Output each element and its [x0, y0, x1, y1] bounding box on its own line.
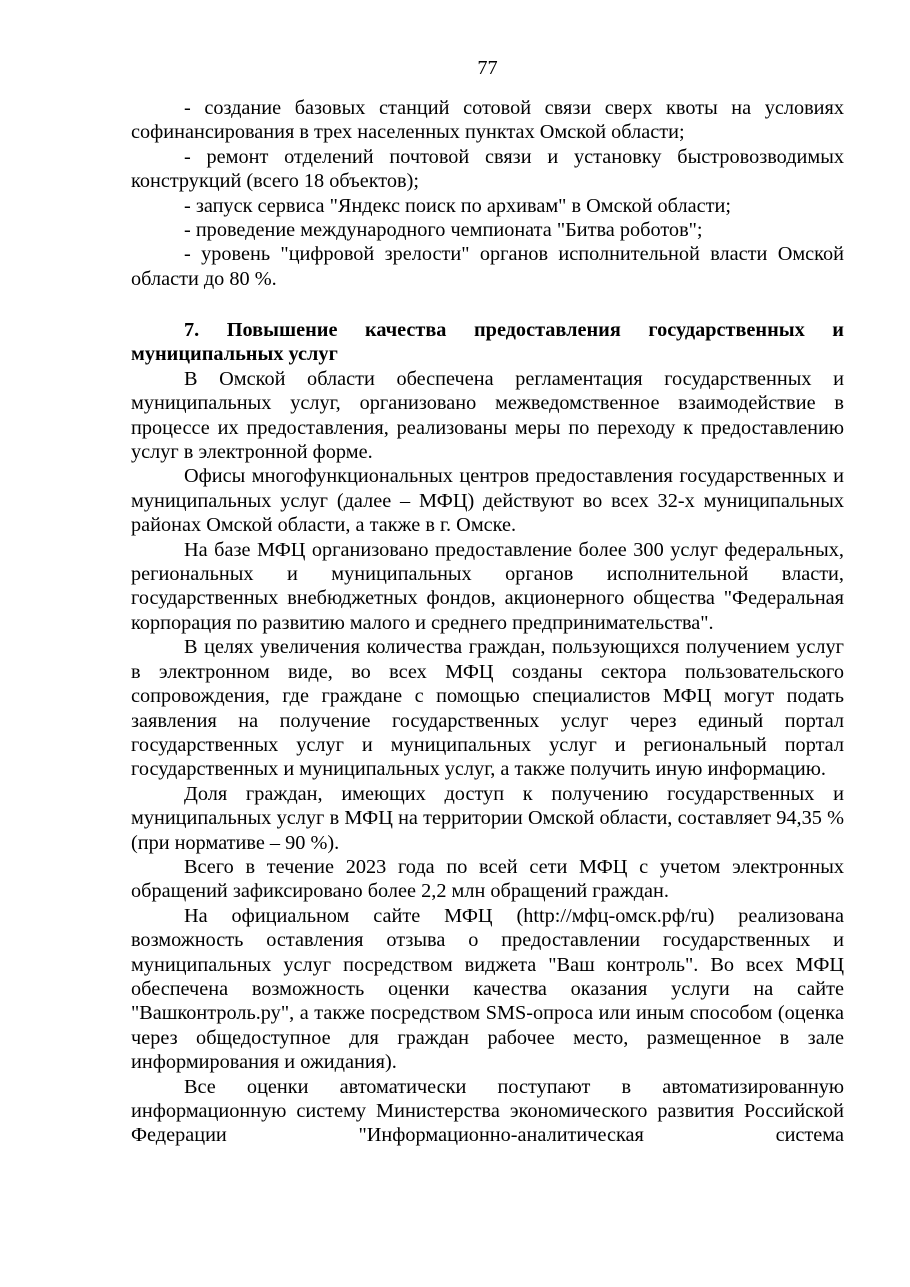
paragraph: Всего в течение 2023 года по всей сети МФЦ с учетом электронных обращений зафиксировано более 2,2 млн обращений граждан.: [131, 855, 844, 903]
paragraph: На базе МФЦ организовано предоставление более 300 услуг федеральных, региональных и муниципальных органов исполнительной власти, государственных внебюджетных фондов, акционерного общества "Федеральная корпорация по развитию малого и среднего предпринимательства".: [131, 538, 844, 634]
paragraph: В Омской области обеспечена регламентация государственных и муниципальных услуг, организовано межведомственное взаимодействие в процессе их предоставления, реализованы меры по переходу к предоставлению услуг в электронной форме.: [131, 367, 844, 464]
list-item: - проведение международного чемпионата "Битва роботов";: [184, 219, 703, 242]
paragraph: В целях увеличения количества граждан, пользующихся получением услуг в электронном виде, во всех МФЦ созданы сектора пользовательского сопровождения, где граждане с помощью специалистов МФЦ могут подать заявления на получение государственных услуг через единый портал государственных услуг и муниципальных услуг и региональный портал государственных и муниципальных услуг, а также получить иную информацию.: [131, 636, 844, 781]
paragraph: Все оценки автоматически поступают в автоматизированную информационную систему Министерства экономического развития Российской Федерации "Информационно-аналитическая система: [131, 1075, 844, 1147]
section-heading: 7. Повышение качества предоставления государственных и муниципальных услуг: [131, 319, 844, 366]
bullet-list: [131, 96, 844, 291]
paragraph: Офисы многофункциональных центров предоставления государственных и муниципальных услуг (далее – МФЦ) действуют во всех 32-х муниципальных районах Омской области, а также в г. Омске.: [131, 465, 844, 537]
list-item: - создание базовых станций сотовой связи сверх квоты на условиях софинансирования в трех населенных пунктах Омской области;: [131, 97, 844, 144]
section-7: [131, 318, 844, 1148]
paragraph: На официальном сайте МФЦ (http://мфц-омск.рф/ru) реализована возможность оставления отзыва о предоставлении государственных и муниципальных услуг посредством виджета "Ваш контроль". Во всех МФЦ обеспечена возможность оценки качества оказания услуги на сайте "Вашконтроль.ру", а также посредством SMS-опроса или иным способом (оценка через общедоступное для граждан рабочее место, размещенное в зале информирования и ожидания).: [131, 904, 844, 1074]
list-item: - уровень "цифровой зрелости" органов исполнительной власти Омской области до 80 %.: [131, 243, 844, 290]
list-item: - ремонт отделений почтовой связи и установку быстровозводимых конструкций (всего 18 объектов);: [131, 145, 844, 193]
list-item: - запуск сервиса "Яндекс поиск по архивам" в Омской области;: [184, 194, 731, 217]
paragraph: Доля граждан, имеющих доступ к получению государственных и муниципальных услуг в МФЦ на территории Омской области, составляет 94,35 % (при нормативе – 90 %).: [131, 782, 844, 854]
page-number: 77: [477, 57, 498, 79]
